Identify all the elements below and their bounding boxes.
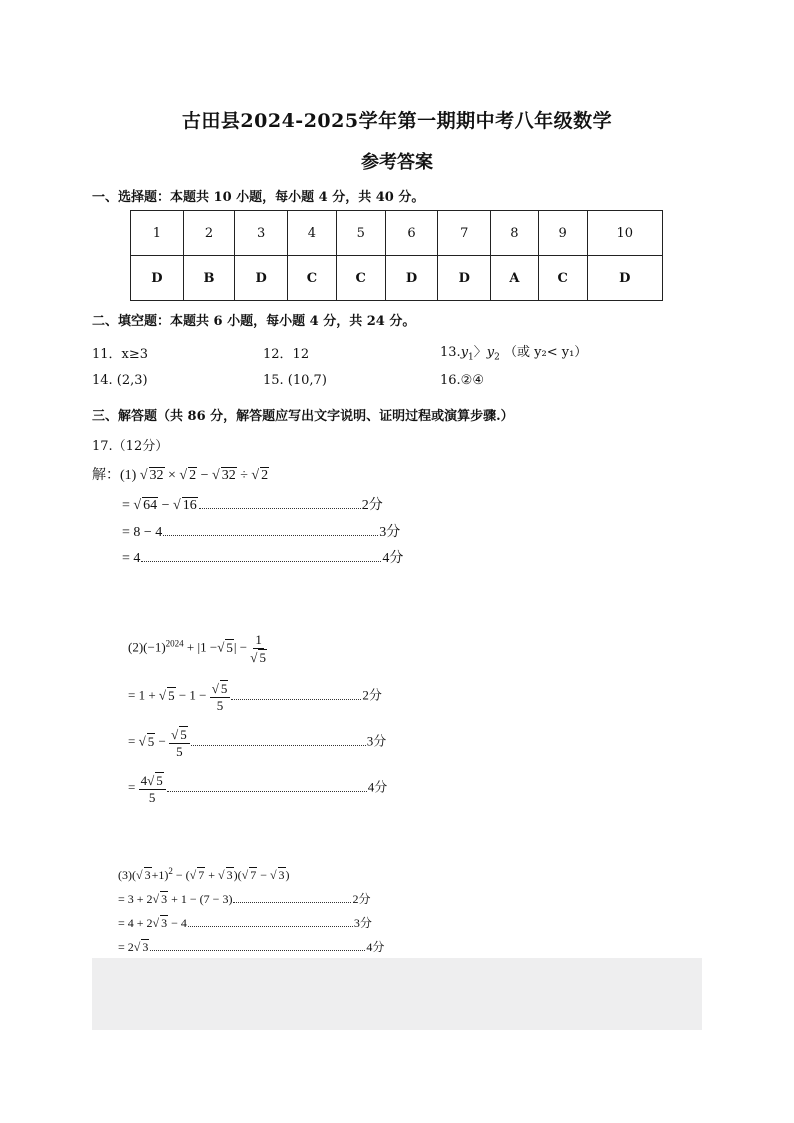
- table-cell: C: [288, 256, 337, 301]
- part3-step2: = 4 + 2√ 3 − 4 3分: [118, 916, 372, 930]
- table-cell: 4: [288, 211, 337, 256]
- table-cell: 9: [538, 211, 587, 256]
- abs-content: 1 −: [200, 639, 218, 655]
- score-mark: 4分: [367, 779, 388, 795]
- table-cell: D: [587, 256, 662, 301]
- fraction: $\frac{√ 5}{5}$: [210, 680, 231, 713]
- score-mark: 2分: [361, 498, 383, 513]
- answer-13-gt: 〉: [473, 345, 487, 360]
- table-cell: 8: [491, 211, 539, 256]
- question-17-label: 17.（12分）: [92, 439, 169, 454]
- operator: ÷: [240, 468, 248, 483]
- dot-leader: [167, 790, 367, 792]
- dot-leader: [199, 507, 361, 509]
- sqrt-expression: 32: [221, 468, 236, 483]
- sqrt-expression: 5: [147, 733, 155, 749]
- sqrt-expression: 64: [143, 498, 158, 513]
- dot-leader: [141, 560, 381, 562]
- step-expression: = 1 +: [128, 687, 156, 703]
- table-cell: C: [336, 256, 385, 301]
- part2-label: (2): [128, 639, 144, 655]
- score-mark: 2分: [352, 892, 371, 906]
- blank-shaded-area: [92, 958, 702, 1030]
- operator: ×: [168, 468, 176, 483]
- power-exponent: 2024: [165, 638, 184, 649]
- table-cell: D: [131, 256, 184, 301]
- answer-table-key-row: [131, 256, 663, 301]
- section2-heading: 二、填空题：本题共 6 小题，每小题 4 分，共 24 分。: [92, 314, 416, 329]
- part2-step2: = √ 5 − $\frac{√ 5}{5}$ 3分: [128, 727, 387, 759]
- part3-problem: (3)(√ 3+1)$^2$ − (√ 7 + √ 3)(√ 7 − √ 3): [118, 866, 290, 882]
- score-mark: 3分: [353, 916, 372, 930]
- answer-15: 15. (10,7): [263, 373, 327, 388]
- step-expression: − 1 −: [178, 687, 207, 703]
- score-mark: 4分: [382, 551, 404, 566]
- sqrt-expression: 5: [168, 687, 175, 703]
- sqrt-expression: 16: [182, 498, 197, 513]
- dot-leader: [233, 901, 351, 903]
- document-subtitle: 参考答案: [361, 152, 433, 173]
- sqrt-expression: 2: [189, 468, 197, 483]
- answer-13-sub1: 1: [468, 352, 474, 363]
- table-cell: 1: [131, 211, 184, 256]
- answer-13: [440, 341, 587, 363]
- table-cell: 6: [385, 211, 438, 256]
- table-cell: D: [385, 256, 438, 301]
- operator: −: [239, 639, 248, 655]
- solution-label: 解：: [92, 468, 120, 483]
- part3-step1: = 3 + 2√ 3 + 1 − (7 − 3) 2分: [118, 892, 371, 906]
- part1-label: (1): [120, 468, 137, 483]
- table-cell: 5: [336, 211, 385, 256]
- answer-table-number-row: [131, 211, 663, 256]
- part1-step1: = √ 64 − √ 16 2分: [122, 498, 383, 513]
- table-cell: D: [235, 256, 288, 301]
- dot-leader: [163, 534, 378, 536]
- part2-step1: = 1 + √ 5 − 1 − $\frac{√ 5}{5}$ 2分: [128, 681, 382, 713]
- step-expression: = 8 − 4: [122, 525, 163, 540]
- answer-12: 12．12: [263, 347, 310, 362]
- dot-leader: [188, 925, 353, 927]
- step-expression: =: [128, 779, 136, 795]
- operator: −: [200, 468, 209, 483]
- dot-leader: [191, 744, 366, 746]
- dot-leader: [150, 949, 365, 951]
- fraction: $\frac{4√ 5}{5}$: [139, 772, 166, 805]
- table-cell: 3: [235, 211, 288, 256]
- answer-13-prefix: 13.: [440, 345, 461, 360]
- table-cell: D: [438, 256, 491, 301]
- sqrt-expression: 2: [261, 468, 269, 483]
- table-cell: C: [538, 256, 587, 301]
- part2-step3: [128, 772, 387, 805]
- sqrt-expression: 32: [149, 468, 164, 483]
- table-cell: 7: [438, 211, 491, 256]
- part1-problem: 解：(1) √ 32 × √ 2 − √ 32 ÷ √ 2: [92, 468, 269, 483]
- step-expression: = 4: [122, 551, 141, 566]
- fraction: $\frac{√ 5}{5}$: [169, 726, 190, 759]
- answer-11: 11．x≥3: [92, 347, 149, 362]
- table-cell: 10: [587, 211, 662, 256]
- answer-16: 16.②④: [440, 373, 484, 388]
- answer-table: [130, 210, 663, 301]
- dot-leader: [231, 698, 361, 700]
- score-mark: 3分: [366, 733, 387, 749]
- answer-14: 14. (2,3): [92, 373, 148, 388]
- score-mark: 3分: [379, 525, 401, 540]
- table-cell: 2: [183, 211, 235, 256]
- document-title: 古田县2024-2025学年第一期期中考八年级数学: [181, 110, 613, 132]
- section1-heading: 一、选择题：本题共 10 小题，每小题 4 分，共 40 分。: [92, 190, 425, 205]
- answer-13-sub2: 2: [494, 352, 500, 363]
- part3-label: (3): [118, 868, 132, 882]
- section3-heading: 三、解答题（共 86 分，解答题应写出文字说明、证明过程或演算步骤.）: [92, 409, 514, 424]
- part1-step3: [122, 547, 403, 567]
- answer-13-y1: y: [460, 345, 469, 360]
- table-cell: A: [491, 256, 539, 301]
- answer-13-alternate: （或 y₂< y₁）: [504, 345, 588, 360]
- part3-step3: = 2√ 3 4分: [118, 940, 385, 954]
- sqrt-expression: 5: [226, 639, 233, 655]
- step-expression: =: [128, 733, 136, 749]
- part2-problem: $(2)(-1)^{2024} + |1$ −√ 5| − $\frac{1}{√ 5}$: [128, 632, 266, 665]
- power-base: (−1): [143, 639, 166, 655]
- score-mark: 4分: [366, 940, 385, 954]
- fraction: $\frac{1}{√ 5}$: [250, 632, 266, 665]
- part1-step2: [122, 521, 400, 541]
- table-cell: B: [183, 256, 235, 301]
- score-mark: 2分: [362, 687, 382, 703]
- answer-13-y2: y: [486, 345, 495, 360]
